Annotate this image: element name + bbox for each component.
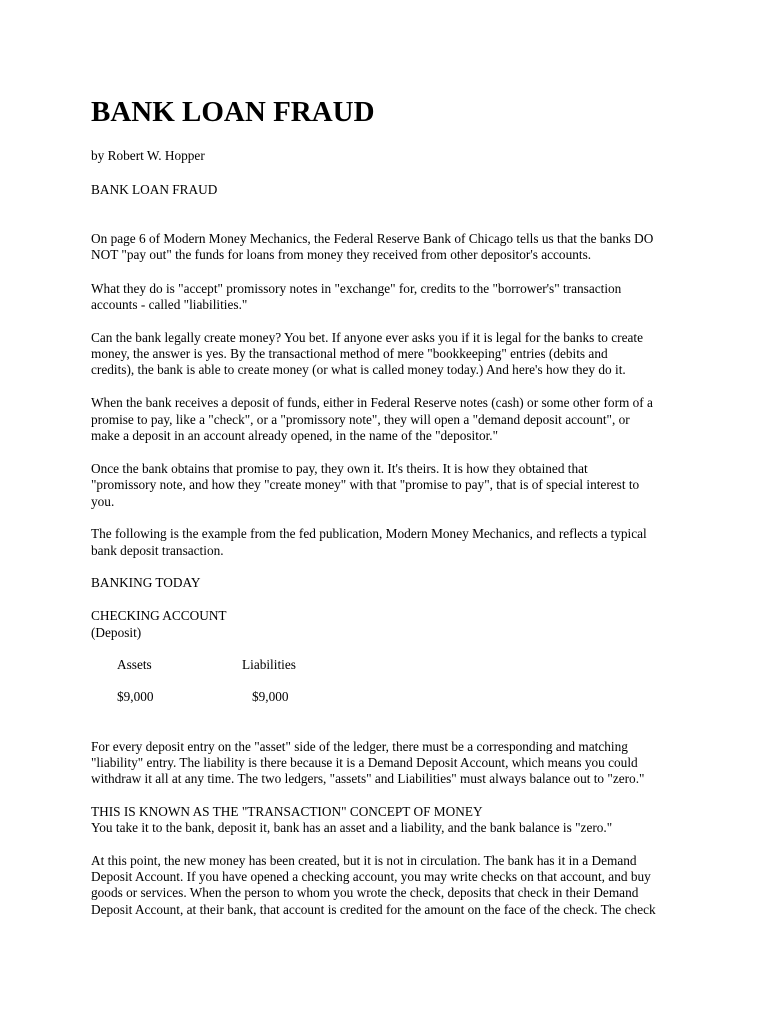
paragraph-line: credits), the bank is able to create money (or what is called money today.) And here's how they do it. <box>91 362 626 377</box>
paragraph-line: make a deposit in an account already opened, in the name of the "depositor." <box>91 428 499 443</box>
ledger-liabilities-value: $9,000 <box>252 689 289 704</box>
paragraph-line: promise to pay, like a "check", or a "promissory note", they will open a "demand deposit account", or <box>91 412 630 427</box>
paragraph-line: What they do is "accept" promissory notes in "exchange" for, credits to the "borrower's" transaction <box>91 281 622 296</box>
concept-heading: THIS IS KNOWN AS THE "TRANSACTION" CONCEPT OF MONEY <box>91 804 483 819</box>
paragraph-line: money, the answer is yes. By the transactional method of mere "bookkeeping" entries (debits and <box>91 346 608 361</box>
paragraph-line: On page 6 of Modern Money Mechanics, the Federal Reserve Bank of Chicago tells us that the banks DO <box>91 231 654 246</box>
ledger-assets-label: Assets <box>117 657 152 672</box>
concept-text: You take it to the bank, deposit it, bank has an asset and a liability, and the bank balance is "zero." <box>91 820 613 835</box>
paragraph-line: Deposit Account. If you have opened a checking account, you may write checks on that account, and buy <box>91 869 651 884</box>
paragraph-line: Once the bank obtains that promise to pay, they own it. It's theirs. It is how they obtained that <box>91 461 588 476</box>
section-heading-checking: CHECKING ACCOUNT <box>91 608 227 623</box>
paragraph-line: The following is the example from the fed publication, Modern Money Mechanics, and reflects a typical <box>91 526 647 541</box>
paragraph-line: goods or services. When the person to whom you wrote the check, deposits that check in their Demand <box>91 885 639 900</box>
paragraph-line: "liability" entry. The liability is there because it is a Demand Deposit Account, which means you could <box>91 755 638 770</box>
paragraph-line: At this point, the new money has been created, but it is not in circulation. The bank has it in a Demand <box>91 853 637 868</box>
paragraph-line: accounts - called "liabilities." <box>91 297 248 312</box>
paragraph-line: you. <box>91 494 115 509</box>
document-title: BANK LOAN FRAUD <box>91 96 375 128</box>
subtitle: BANK LOAN FRAUD <box>91 182 218 197</box>
paragraph-line: NOT "pay out" the funds for loans from money they received from other depositor's accounts. <box>91 247 592 262</box>
paragraph-line: For every deposit entry on the "asset" side of the ledger, there must be a corresponding and matching <box>91 739 628 754</box>
paragraph-line: Deposit Account, at their bank, that account is credited for the amount on the face of the check. The check <box>91 902 656 917</box>
paragraph-line: "promissory note, and how they "create money" with that "promise to pay", that is of special interest to <box>91 477 640 492</box>
ledger-liabilities-label: Liabilities <box>242 657 296 672</box>
paragraph-line: bank deposit transaction. <box>91 543 224 558</box>
ledger-assets-value: $9,000 <box>117 689 154 704</box>
paragraph-line: Can the bank legally create money? You bet. If anyone ever asks you if it is legal for the banks to create <box>91 330 644 345</box>
byline: by Robert W. Hopper <box>91 148 205 163</box>
section-subheading-deposit: (Deposit) <box>91 625 142 640</box>
paragraph-line: withdraw it all at any time. The two ledgers, "assets" and Liabilities" must always balance out to "zero." <box>91 771 645 786</box>
paragraph-line: When the bank receives a deposit of funds, either in Federal Reserve notes (cash) or some other form of a <box>91 395 653 410</box>
section-heading-banking: BANKING TODAY <box>91 575 201 590</box>
